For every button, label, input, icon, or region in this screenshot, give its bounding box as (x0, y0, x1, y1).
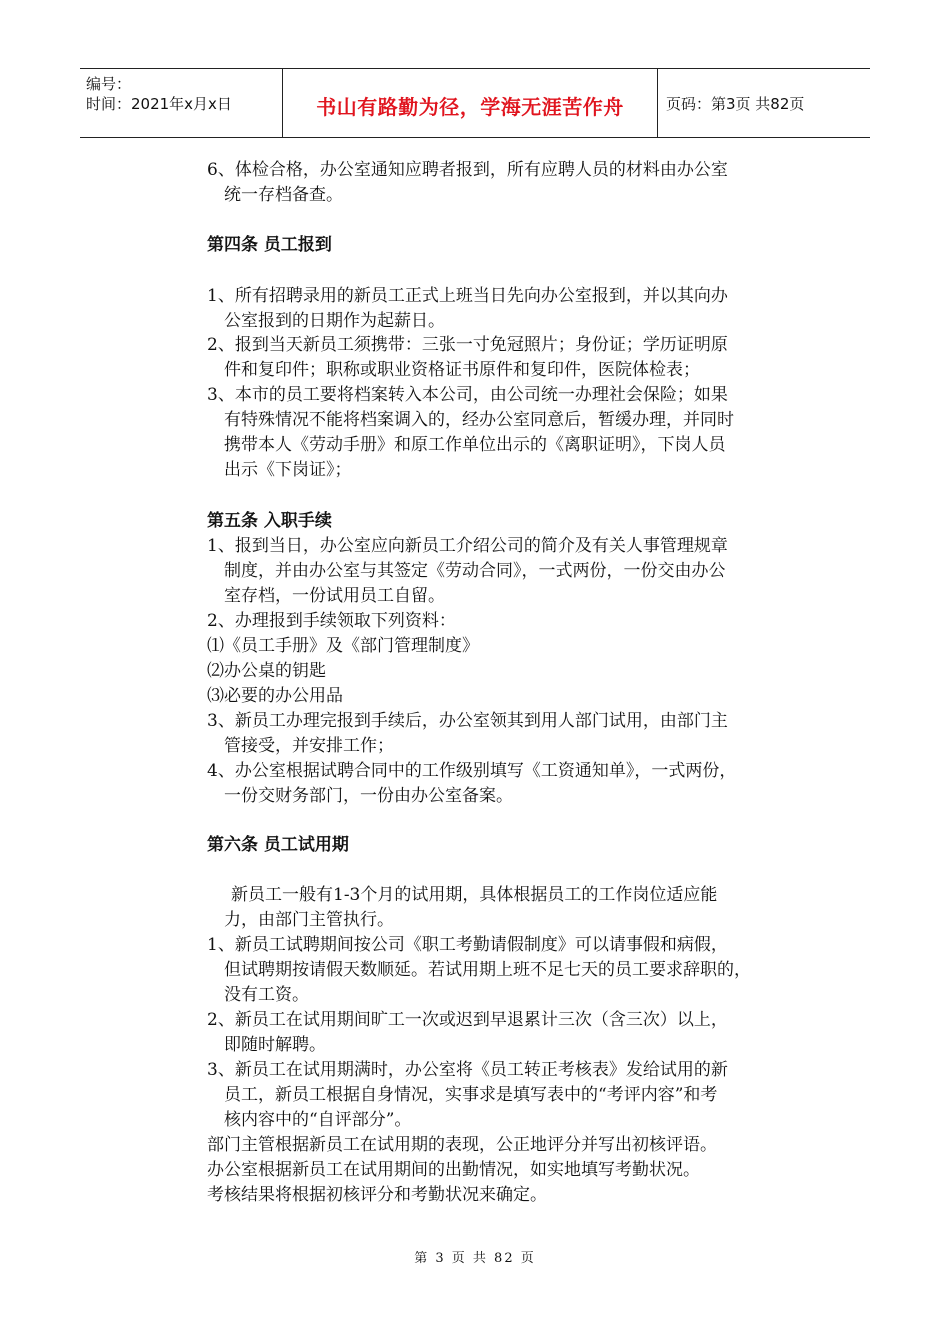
paragraph-line: 3、新员工在试用期满时，办公室将《员工转正考核表》发给试用的新 (207, 1060, 728, 1080)
header-slogan-cell (282, 69, 658, 137)
paragraph-line: 管接受，并安排工作； (224, 736, 394, 756)
section-heading-article-6: 第六条 员工试用期 (207, 835, 349, 855)
paragraph-line: 室存档，一份试用员工自留。 (224, 586, 445, 606)
document-number-label: 编号： (86, 75, 132, 93)
paragraph-line: 3、本市的员工要将档案转入本公司，由公司统一办理社会保险；如果 (207, 385, 728, 405)
list-item: ⑴《员工手册》及《部门管理制度》 (207, 636, 479, 656)
paragraph-line: 新员工一般有1-3个月的试用期，具体根据员工的工作岗位适应能 (231, 885, 718, 905)
paragraph-line: 员工，新员工根据自身情况，实事求是填写表中的“考评内容”和考 (224, 1085, 718, 1105)
paragraph-line: 部门主管根据新员工在试用期的表现，公正地评分并写出初核评语。 (207, 1135, 717, 1155)
list-item: ⑵办公桌的钥匙 (207, 661, 326, 681)
paragraph-line: 公室报到的日期作为起薪日。 (224, 311, 445, 331)
paragraph-line: 6、体检合格，办公室通知应聘者报到，所有应聘人员的材料由办公室 (207, 160, 728, 180)
paragraph-line: 有特殊情况不能将档案调入的，经办公室同意后，暂缓办理，并同时 (224, 410, 734, 430)
paragraph-line: 1、新员工试聘期间按公司《职工考勤请假制度》可以请事假和病假， (207, 935, 728, 955)
page-footer-number: 第 3 页 共 82 页 (414, 1251, 536, 1266)
paragraph-line: 2、新员工在试用期间旷工一次或迟到早退累计三次（含三次）以上， (207, 1010, 728, 1030)
paragraph-line: 力，由部门主管执行。 (224, 910, 394, 930)
paragraph-line: 核内容中的“自评部分”。 (224, 1110, 412, 1130)
paragraph-line: 即随时解聘。 (224, 1035, 326, 1055)
paragraph-line: 2、报到当天新员工须携带：三张一寸免冠照片；身份证；学历证明原 (207, 335, 728, 355)
paragraph-line: 但试聘期按请假天数顺延。若试用期上班不足七天的员工要求辞职的， (224, 960, 751, 980)
section-heading-article-5: 第五条 入职手续 (207, 511, 332, 531)
paragraph-line: 考核结果将根据初核评分和考勤状况来确定。 (207, 1185, 547, 1205)
paragraph-line: 携带本人《劳动手册》和原工作单位出示的《离职证明》，下岗人员 (224, 435, 726, 455)
paragraph-line: 1、所有招聘录用的新员工正式上班当日先向办公室报到，并以其向办 (207, 286, 728, 306)
paragraph-line: 1、报到当日，办公室应向新员工介绍公司的简介及有关人事管理规章 (207, 536, 728, 556)
paragraph-line: 办公室根据新员工在试用期间的出勤情况，如实地填写考勤状况。 (207, 1160, 700, 1180)
header-meta (80, 69, 282, 137)
paragraph-line: 4、办公室根据试聘合同中的工作级别填写《工资通知单》，一式两份， (207, 761, 737, 781)
paragraph-line: 一份交财务部门，一份由办公室备案。 (224, 786, 513, 806)
document-date: 时间：2021年x月x日 (86, 95, 232, 113)
paragraph-line: 没有工资。 (224, 985, 309, 1005)
paragraph-line: 3、新员工办理完报到手续后，办公室领其到用人部门试用，由部门主 (207, 711, 728, 731)
paragraph-line: 统一存档备查。 (224, 185, 343, 205)
paragraph-line: 2、办理报到手续领取下列资料： (207, 611, 456, 631)
section-heading-article-4: 第四条 员工报到 (207, 235, 332, 255)
list-item: ⑶必要的办公用品 (207, 686, 343, 706)
header-slogan: 书山有路勤为径，学海无涯苦作舟 (316, 94, 624, 119)
paragraph-line: 件和复印件；职称或职业资格证书原件和复印件，医院体检表； (224, 360, 700, 380)
header-page-info: 页码：第3页 共82页 (666, 94, 805, 113)
paragraph-line: 制度，并由办公室与其签定《劳动合同》，一式两份，一份交由办公 (224, 561, 726, 581)
page-header (80, 68, 870, 138)
paragraph-line: 出示《下岗证》； (224, 460, 352, 480)
